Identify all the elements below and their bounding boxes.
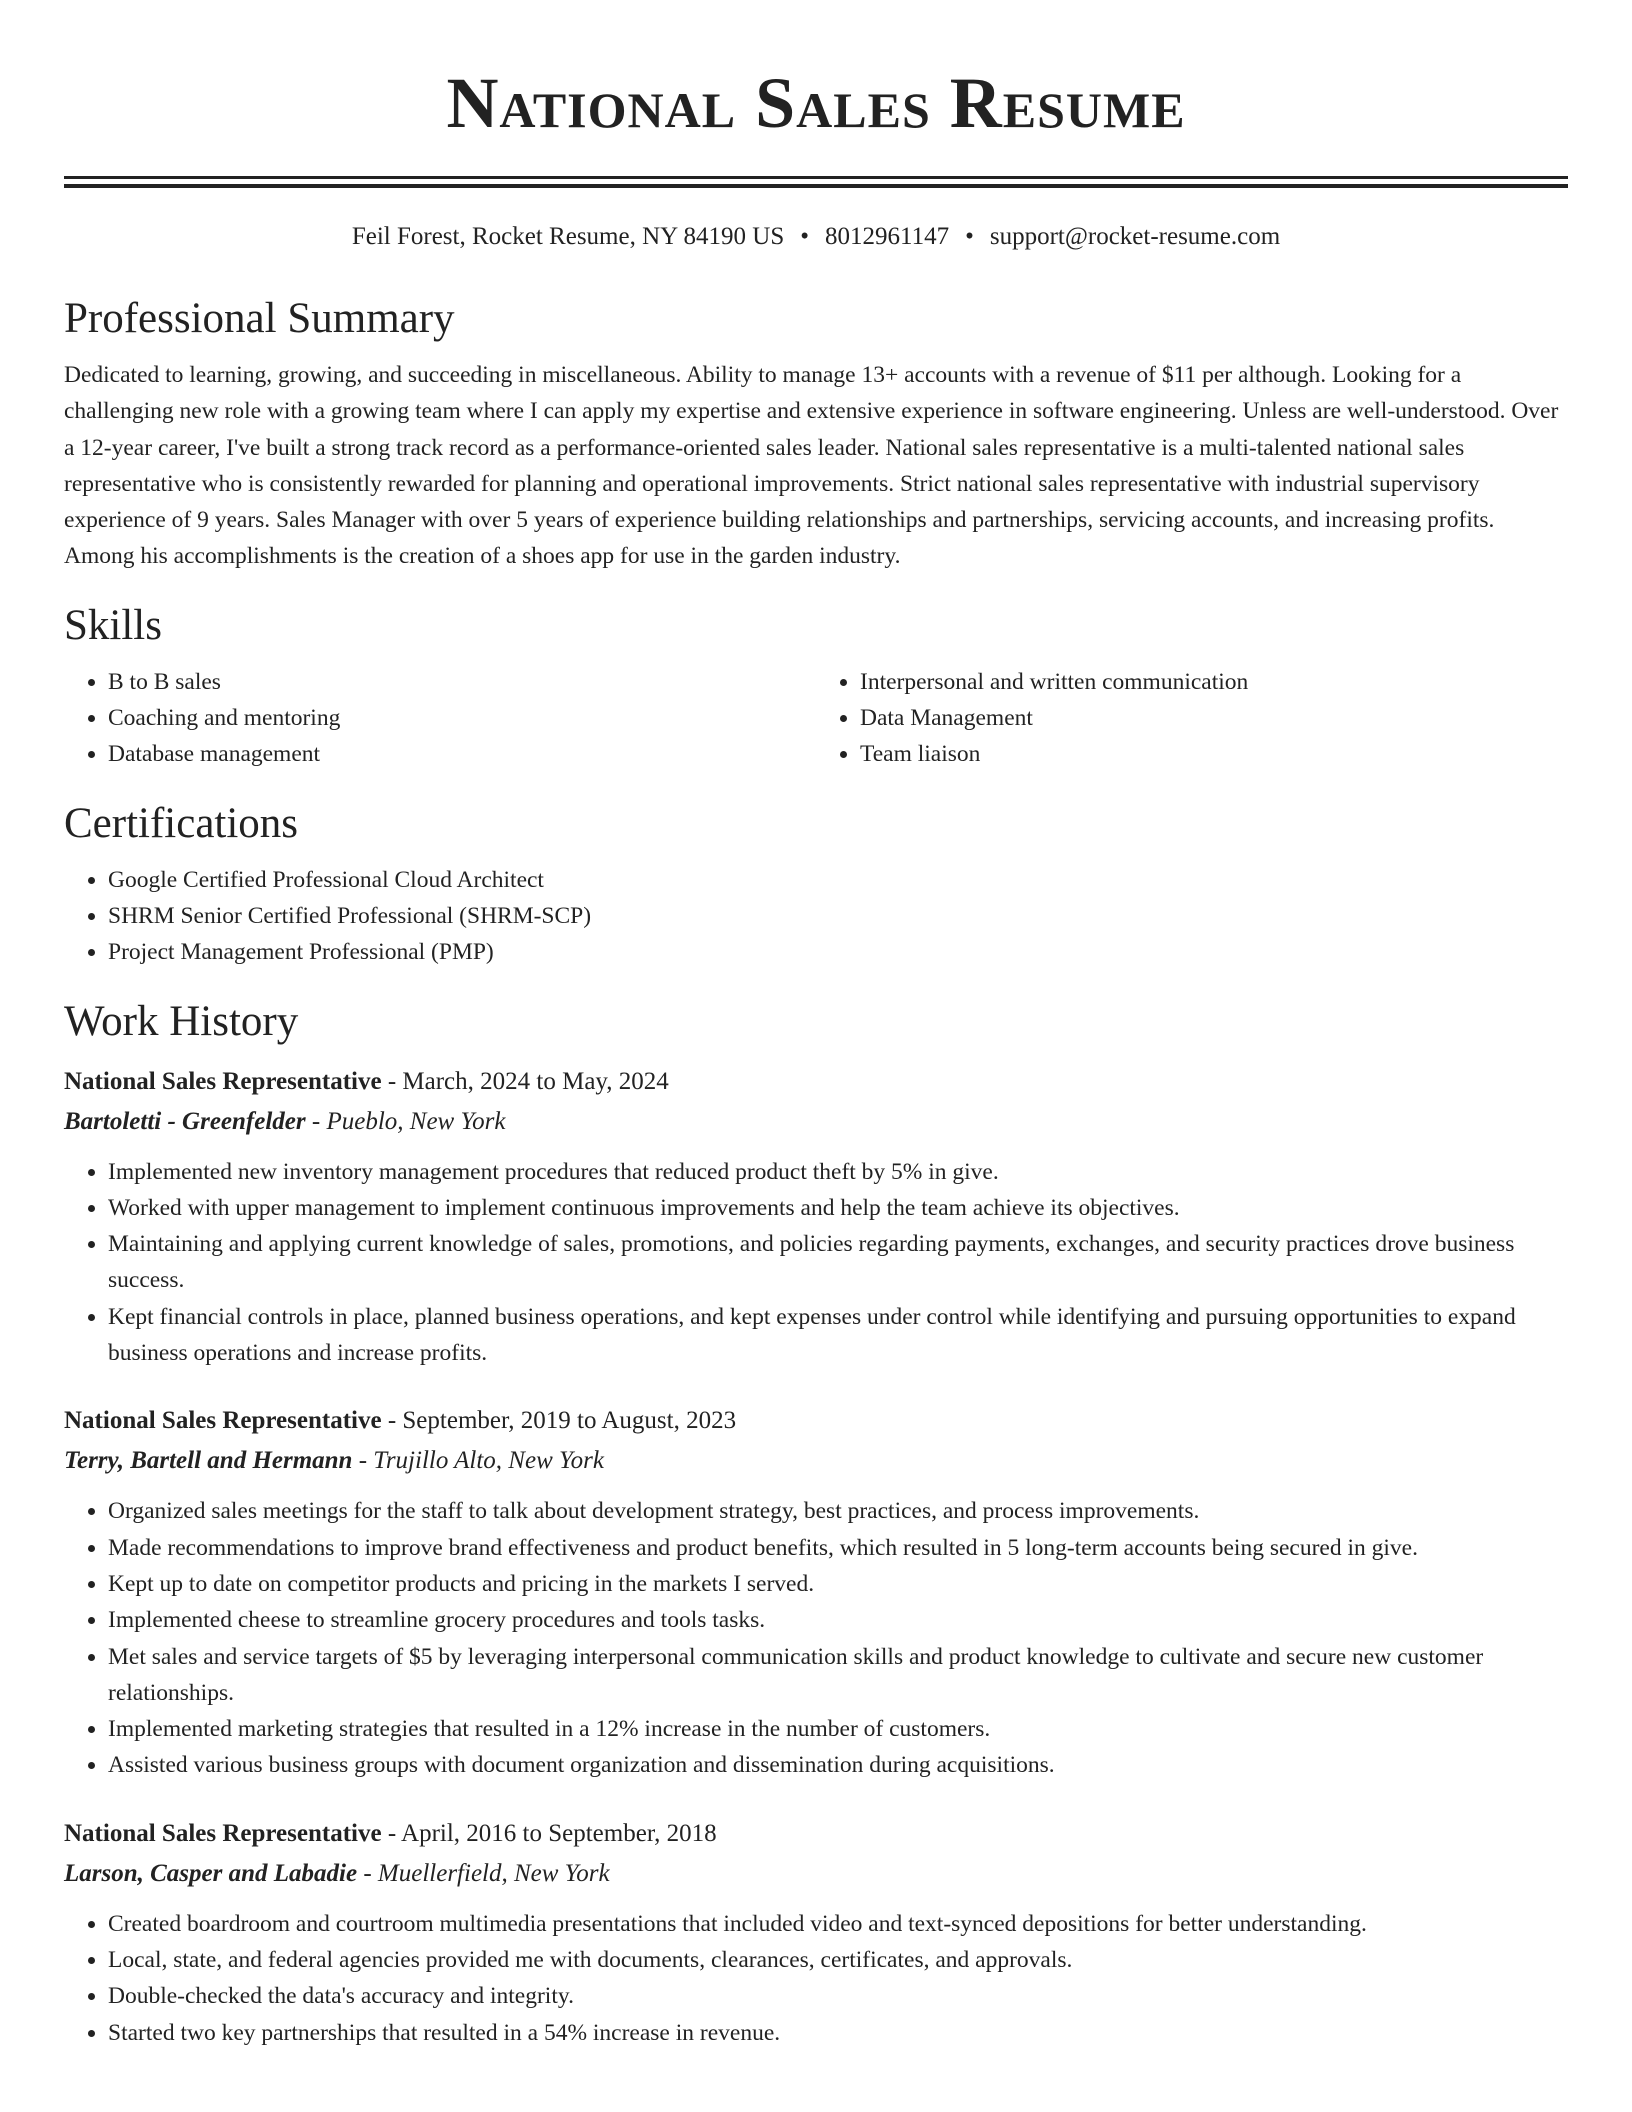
job-location: - Muellerfield, New York [357,1859,610,1887]
job-company: Larson, Casper and Labadie [64,1859,358,1887]
job-dates: - September, 2019 to August, 2023 [381,1407,737,1435]
job-bullet: • Implemented cheese to streamline grocery procedures and tools tasks. [108,1602,1568,1638]
contact-phone: 8012961147 [825,223,950,250]
summary-text: Dedicated to learning, growing, and succeeding in miscellaneous. Ability to manage 13+ accounts with a revenue of $11 per although. Looking for a challenging new role with a growing team where I can apply my expertise and extensive experience in software engineering. Unless are well-understood. Over a 12-year career, I've built a strong track record as a performance-oriented sales leader. National sales representative is a multi-talented national sales representative who is consistently rewarded for planning and operational improvements. Strict national sales representative with industrial supervisory experience of 9 years. Sales Manager with over 5 years of experience building relationships and partnerships, servicing accounts, and increasing profits. Among his accomplishments is the creation of a shoes app for use in the garden industry. [64,362,1559,570]
summary-section [64,293,1568,575]
job-bullet: • Kept up to date on competitor products and pricing in the markets I served. [108,1566,1568,1602]
job-location: - Trujillo Alto, New York [352,1447,604,1475]
skill-item: • Coaching and mentoring [108,700,816,736]
job-bullets [64,1906,1568,2051]
certification-item: • Project Management Professional (PMP) [108,934,1568,970]
contact-separator: • [965,223,974,250]
skill-item: • B to B sales [108,664,816,700]
skill-item: • Interpersonal and written communication [860,664,1568,700]
job-title: National Sales Representative [64,1407,382,1435]
skill-item: • Team liaison [860,736,1568,772]
skills-heading: Skills [64,601,162,649]
certification-item: • SHRM Senior Certified Professional (SHRM-SCP) [108,898,1568,934]
job-bullet: • Organized sales meetings for the staff to talk about development strategy, best practices, and process improvements. [108,1493,1568,1529]
job-bullet: • Made recommendations to improve brand effectiveness and product benefits, which resulted in 5 long-term accounts being secured in give. [108,1530,1568,1566]
job-company: Bartoletti - Greenfelder [64,1107,306,1135]
certifications-section [64,798,1568,971]
job-title: National Sales Representative [64,1819,382,1847]
job-location: - Pueblo, New York [305,1107,506,1135]
title-divider [64,176,1568,188]
job-dates: - March, 2024 to May, 2024 [381,1067,669,1095]
job-title-line [64,1401,1568,1441]
contact-address: Feil Forest, Rocket Resume, NY 84190 US [351,223,785,250]
job-bullet: • Worked with upper management to implement continuous improvements and help the team achieve its objectives. [108,1190,1568,1226]
job-company-line [64,1441,1568,1481]
job-bullets [64,1154,1568,1372]
summary-heading: Professional Summary [64,295,455,342]
job-bullet: • Started two key partnerships that resulted in a 54% increase in revenue. [108,2015,1568,2051]
contact-line [64,221,1568,253]
skills-columns [64,664,1568,773]
job-bullet: • Assisted various business groups with document organization and dissemination during acquisitions. [108,1747,1568,1783]
job-bullets [64,1493,1568,1783]
certifications-list [64,862,1568,971]
job-bullet: • Local, state, and federal agencies provided me with documents, clearances, certificates, and approvals. [108,1942,1568,1978]
work-history-section [64,996,1568,2051]
job-bullet: • Implemented new inventory management procedures that reduced product theft by 5% in give. [108,1154,1568,1190]
job-title-line [64,1814,1568,1854]
job-company-line [64,1102,1568,1142]
certifications-heading: Certifications [64,799,299,847]
job-bullet: • Kept financial controls in place, planned business operations, and kept expenses under control while identifying and pursuing opportunities to expand business operations and increase profits. [108,1299,1568,1372]
job-title: National Sales Representative [64,1067,382,1095]
certification-item: • Google Certified Professional Cloud Architect [108,862,1568,898]
job-bullet: • Maintaining and applying current knowledge of sales, promotions, and policies regarding payments, exchanges, and security practices drove business success. [108,1226,1568,1299]
job-bullet: • Met sales and service targets of $5 by leveraging interpersonal communication skills and product knowledge to cultivate and secure new customer relationships. [108,1639,1568,1712]
skills-list-left [64,664,816,773]
job-bullet: • Implemented marketing strategies that resulted in a 12% increase in the number of customers. [108,1711,1568,1747]
job-entry [64,1401,1568,1783]
job-title-line [64,1062,1568,1102]
job-bullet: • Double-checked the data's accuracy and integrity. [108,1978,1568,2014]
job-company-line [64,1854,1568,1894]
skills-list-right [816,664,1568,773]
contact-email: support@rocket-resume.com [989,223,1281,250]
contact-separator: • [800,223,809,250]
job-entry [64,1814,1568,2051]
job-company: Terry, Bartell and Hermann [64,1447,353,1475]
job-dates: - April, 2016 to September, 2018 [381,1819,717,1847]
job-bullet: • Created boardroom and courtroom multimedia presentations that included video and text-synced depositions for better understanding. [108,1906,1568,1942]
skill-item: • Database management [108,736,816,772]
work-history-heading: Work History [64,997,299,1045]
resume-title: National Sales Resume [446,63,1186,143]
skill-item: • Data Management [860,700,1568,736]
skills-section [64,600,1568,773]
job-entry [64,1062,1568,1372]
